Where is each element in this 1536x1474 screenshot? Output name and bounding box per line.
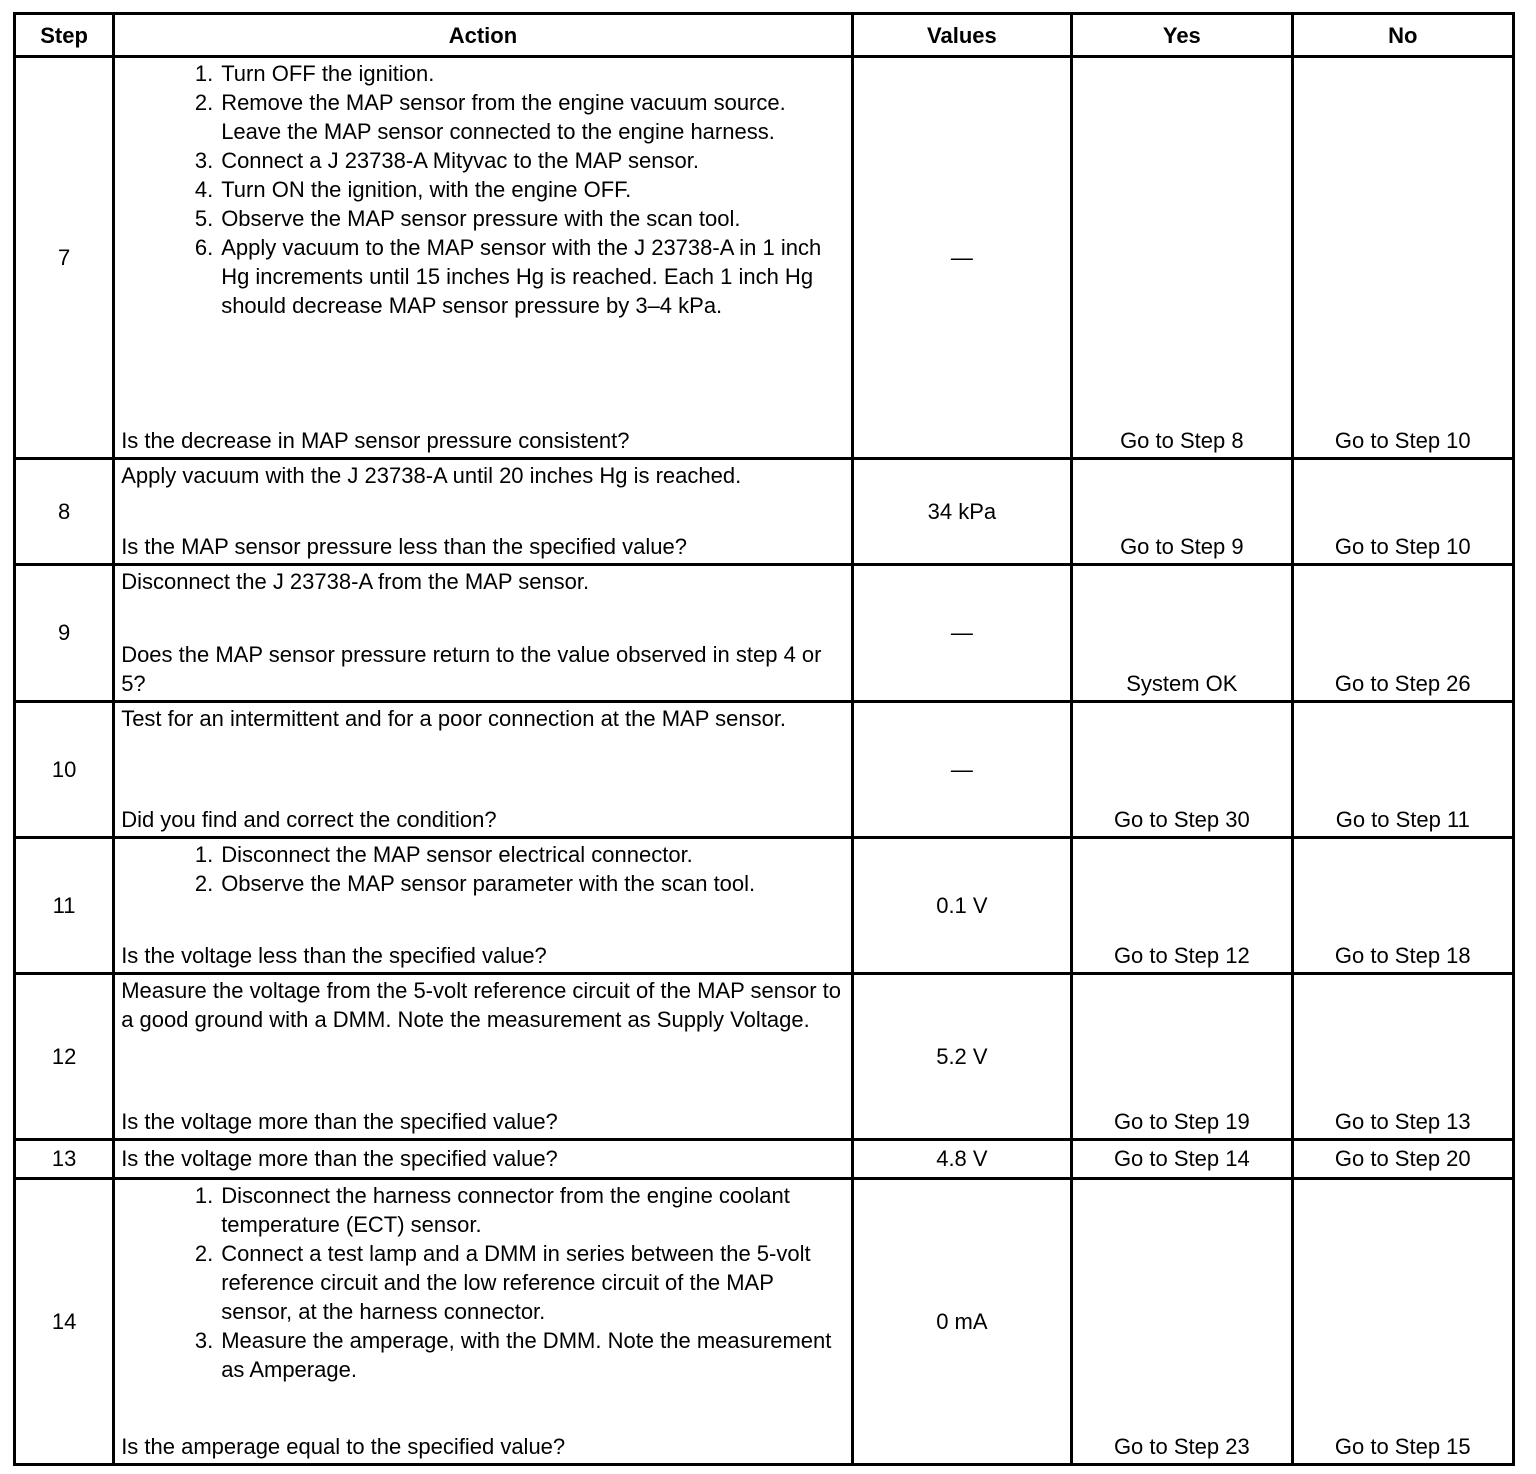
table-row [16,1141,1512,1178]
action-cell [115,566,850,699]
action-cell [115,1180,850,1463]
value-cell: — [854,703,1070,836]
question-text: Did you find and correct the condition? [121,806,497,832]
action-cell [115,58,850,457]
yes-cell: Go to Step 9 [1073,460,1290,564]
yes-cell: Go to Step 23 [1073,1180,1290,1463]
step-number: 9 [16,566,112,699]
value-cell: — [854,58,1070,457]
step-number: 10 [16,703,112,836]
question-text: Is the amperage equal to the specified value? [121,1434,566,1459]
step-number: 14 [16,1180,112,1463]
question-text: Is the voltage more than the specified value? [121,1108,558,1134]
action-text: Disconnect the J 23738-A from the MAP sensor. [121,569,590,595]
no-cell: Go to Step 15 [1294,1180,1512,1463]
question-text: Is the MAP sensor pressure less than the specified value? [121,534,687,560]
step-number: 12 [16,975,112,1138]
action-cell [115,703,850,836]
list-item: 6. Apply vacuum to the MAP sensor with the J 23738-A in 1 inch Hg increments until 15 inches Hg is reached. Each 1 inch Hg should decrease MAP sensor pressure by 3–4 kPa. [194,235,822,318]
yes-cell: Go to Step 12 [1073,839,1290,972]
question-text: Is the decrease in MAP sensor pressure consistent? [121,427,630,453]
action-text: Test for an intermittent and for a poor connection at the MAP sensor. [121,705,787,731]
value-cell: 0 mA [854,1180,1070,1463]
step-number: 8 [16,460,112,564]
action-cell [115,975,850,1138]
header-step: Step [16,15,112,55]
value-cell: — [854,566,1070,699]
step-number: 7 [16,58,112,457]
no-cell: Go to Step 20 [1294,1141,1512,1178]
no-cell: Go to Step 26 [1294,566,1512,699]
question-text: Does the MAP sensor pressure return to the value observed in step 4 or 5? [121,641,822,696]
list-item: 2. Connect a test lamp and a DMM in series between the 5-volt reference circuit and the low reference circuit of the MAP sensor, at the harness connector. [194,1241,811,1325]
header-values: Values [854,15,1070,55]
list-item: 3. Measure the amperage, with the DMM. Note the measurement as Amperage. [194,1328,832,1383]
action-cell [115,839,850,972]
value-cell: 5.2 V [854,975,1070,1138]
action-cell [115,1141,850,1178]
list-item: 3. Connect a J 23738-A Mityvac to the MAP sensor. [194,148,699,173]
action-text: Apply vacuum with the J 23738-A until 20 inches Hg is reached. [121,462,742,488]
table-row [16,58,1512,457]
step-number: 13 [16,1141,112,1178]
no-cell: Go to Step 18 [1294,839,1512,972]
yes-cell: Go to Step 30 [1073,703,1290,836]
action-cell [115,460,850,564]
header-yes: Yes [1073,15,1290,55]
table-row [16,1180,1512,1463]
numbered-list [121,840,844,898]
list-item: 1. Disconnect the harness connector from the engine coolant temperature (ECT) sensor. [194,1183,790,1238]
no-cell: Go to Step 13 [1294,975,1512,1138]
list-item: 4. Turn ON the ignition, with the engine OFF. [194,177,632,202]
header-row [16,15,1512,55]
question-text: Is the voltage less than the specified value? [121,942,547,968]
list-item: 5. Observe the MAP sensor pressure with the scan tool. [194,206,741,231]
list-item: 1. Disconnect the MAP sensor electrical connector. [194,841,693,867]
table-row [16,460,1512,564]
value-cell: 34 kPa [854,460,1070,564]
list-item: 2. Observe the MAP sensor parameter with the scan tool. [194,870,756,896]
no-cell: Go to Step 11 [1294,703,1512,836]
numbered-list [121,1181,844,1384]
list-item: 1. Turn OFF the ignition. [194,61,435,86]
step-number: 11 [16,839,112,972]
table-row [16,566,1512,699]
header-no: No [1294,15,1512,55]
table-row [16,703,1512,836]
action-text: Measure the voltage from the 5-volt reference circuit of the MAP sensor to a good ground with a DMM. Note the measurement as Supply Voltage. [121,977,842,1032]
value-cell: 0.1 V [854,839,1070,972]
diagnostic-table [13,12,1515,1466]
table-row [16,975,1512,1138]
table-row [16,839,1512,972]
yes-cell: Go to Step 14 [1073,1141,1290,1178]
numbered-list [121,59,844,320]
yes-cell: System OK [1073,566,1290,699]
no-cell: Go to Step 10 [1294,460,1512,564]
no-cell: Go to Step 10 [1294,58,1512,457]
header-action: Action [115,15,850,55]
yes-cell: Go to Step 19 [1073,975,1290,1138]
value-cell: 4.8 V [854,1141,1070,1178]
question-text: Is the voltage more than the specified value? [121,1145,558,1171]
list-item: 2. Remove the MAP sensor from the engine vacuum source. Leave the MAP sensor connected to the engine harness. [194,90,786,144]
yes-cell: Go to Step 8 [1073,58,1290,457]
